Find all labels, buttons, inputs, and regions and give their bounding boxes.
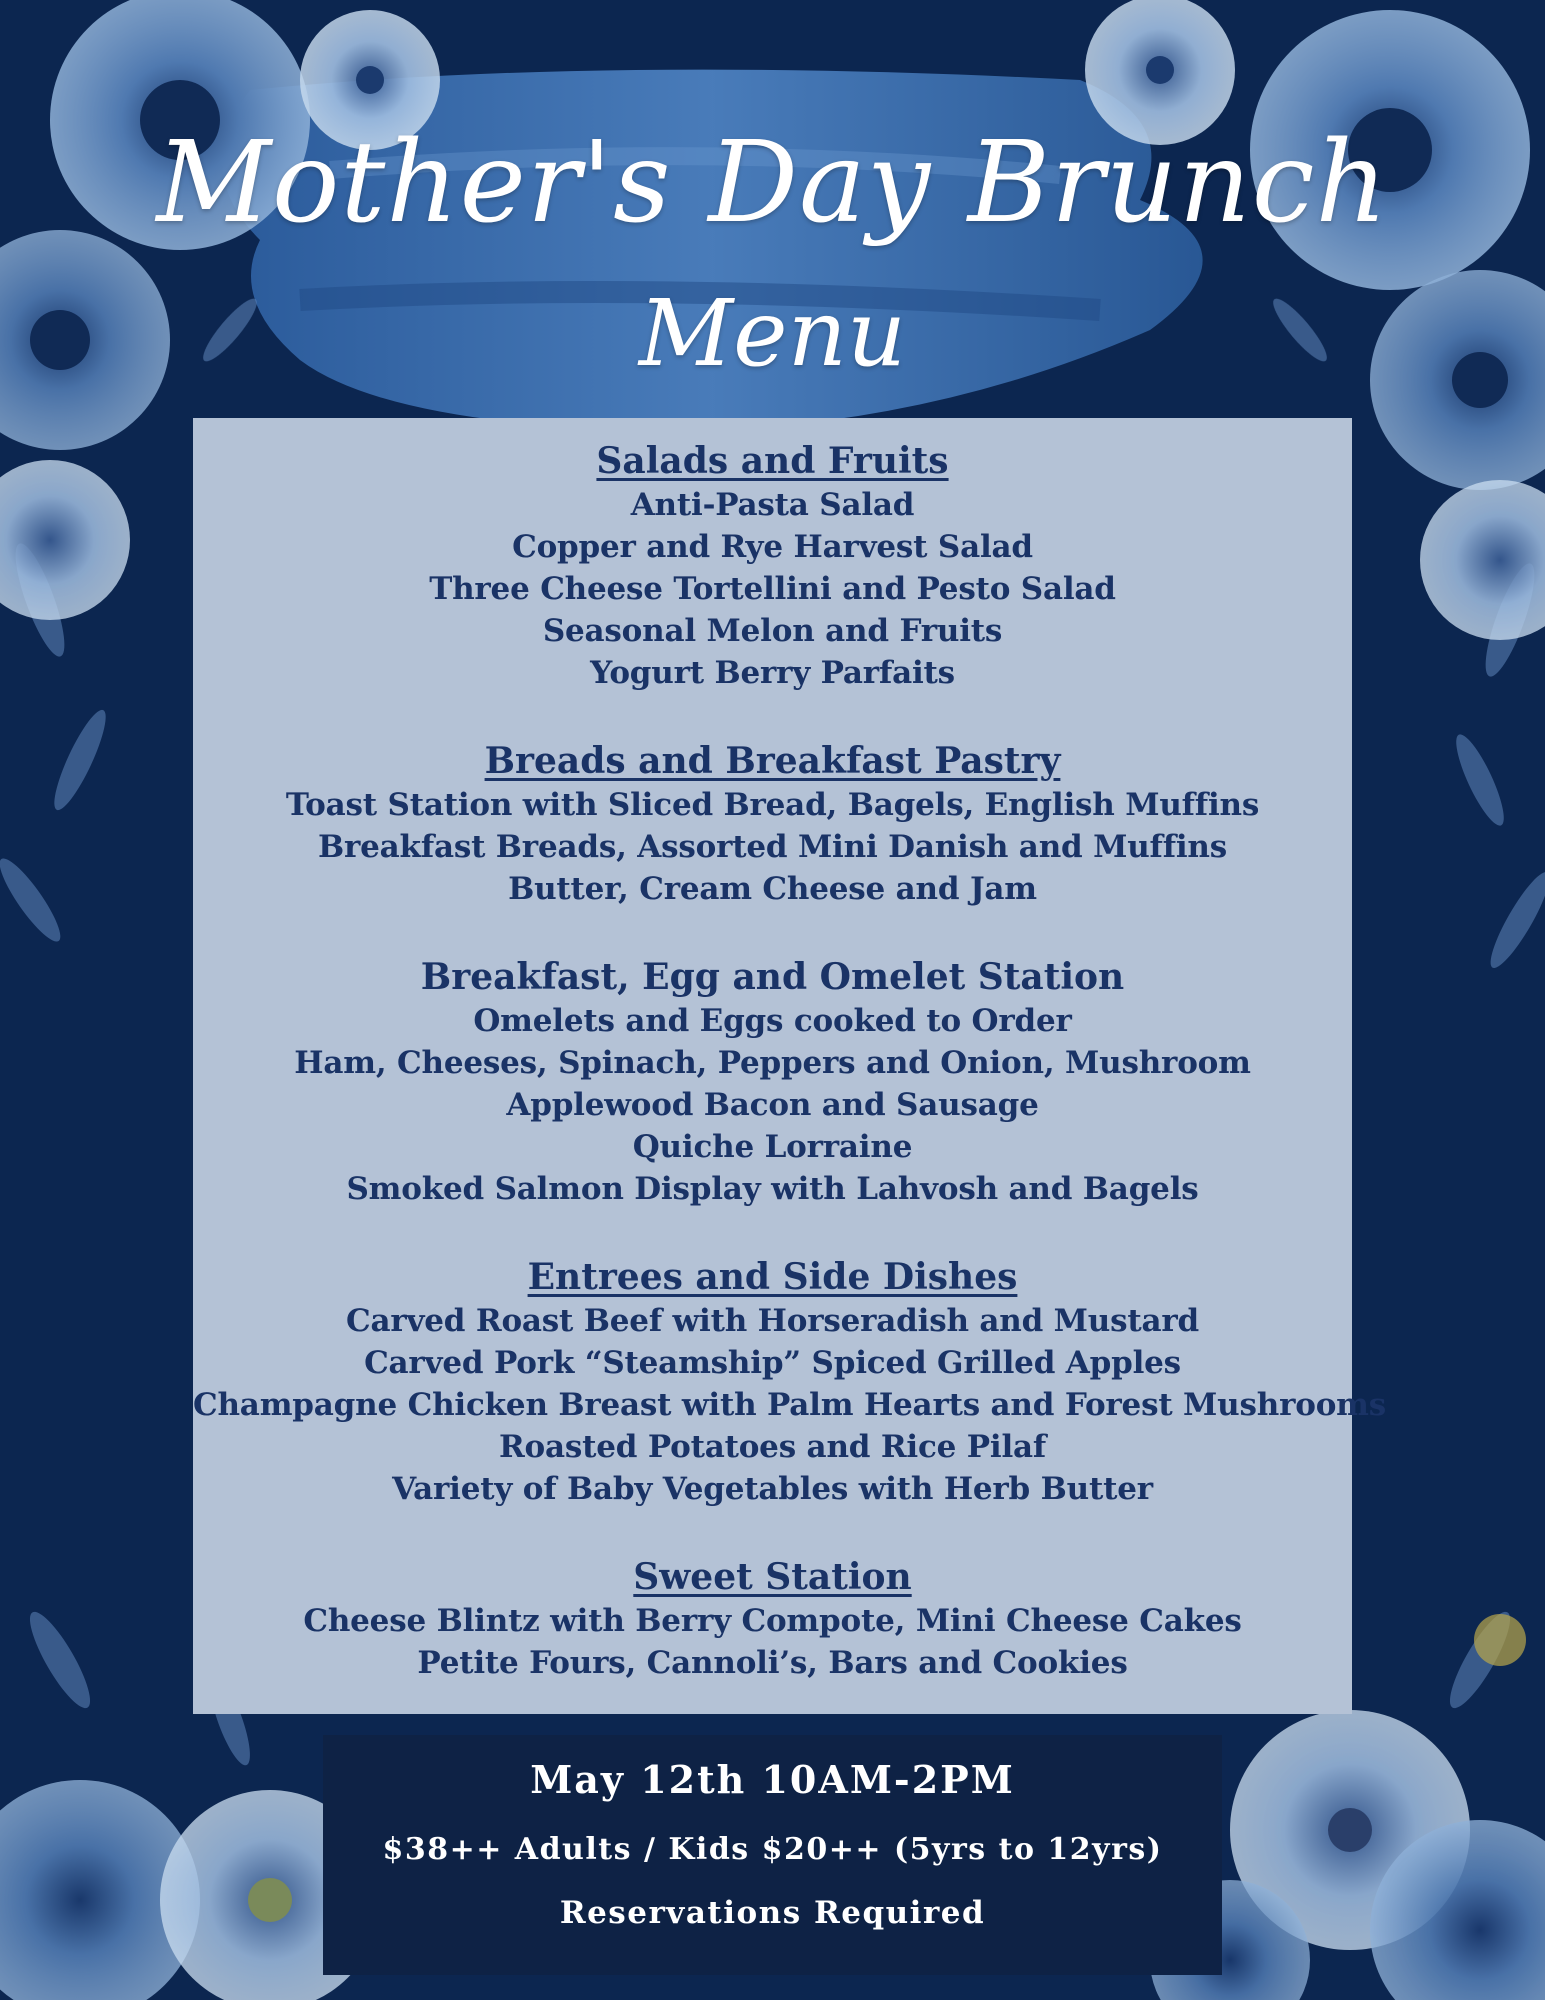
section-title: Breakfast, Egg and Omelet Station xyxy=(420,956,1125,998)
menu-item: Variety of Baby Vegetables with Herb Butter xyxy=(392,1471,1153,1507)
event-date-time: May 12th 10AM-2PM xyxy=(530,1757,1015,1802)
page-title: Mother's Day Brunch xyxy=(156,118,1389,248)
menu-item: Butter, Cream Cheese and Jam xyxy=(508,871,1037,907)
menu-section-salads xyxy=(193,438,1352,694)
event-pricing: $38++ Adults / Kids $20++ (5yrs to 12yrs) xyxy=(382,1832,1163,1867)
menu-item: Quiche Lorraine xyxy=(632,1129,913,1165)
section-title: Salads and Fruits xyxy=(596,440,949,482)
menu-section-omelet-station xyxy=(193,954,1352,1210)
menu-item: Carved Pork “Steamship” Spiced Grilled Apples xyxy=(364,1345,1181,1381)
menu-item: Toast Station with Sliced Bread, Bagels, English Muffins xyxy=(285,787,1260,823)
menu-item: Carved Roast Beef with Horseradish and Mustard xyxy=(345,1303,1200,1339)
menu-item: Champagne Chicken Breast with Palm Hearts and Forest Mushrooms xyxy=(193,1387,1387,1423)
menu-list xyxy=(193,438,1387,1728)
event-info-box xyxy=(323,1735,1222,1975)
menu-item: Seasonal Melon and Fruits xyxy=(542,613,1003,649)
menu-item: Petite Fours, Cannoli’s, Bars and Cookies xyxy=(417,1645,1128,1681)
section-title: Entrees and Side Dishes xyxy=(527,1256,1018,1298)
section-title: Sweet Station xyxy=(633,1556,912,1598)
menu-item: Anti-Pasta Salad xyxy=(630,487,915,523)
menu-panel xyxy=(193,418,1387,1714)
page-subtitle: Menu xyxy=(638,280,907,387)
reservation-note: Reservations Required xyxy=(559,1895,986,1931)
menu-item: Roasted Potatoes and Rice Pilaf xyxy=(498,1429,1047,1465)
menu-item: Applewood Bacon and Sausage xyxy=(506,1087,1039,1123)
menu-item: Breakfast Breads, Assorted Mini Danish and Muffins xyxy=(318,829,1227,865)
section-title: Breads and Breakfast Pastry xyxy=(484,740,1061,782)
menu-item: Copper and Rye Harvest Salad xyxy=(512,529,1033,565)
menu-item: Omelets and Eggs cooked to Order xyxy=(473,1003,1072,1039)
menu-section-entrees xyxy=(193,1254,1387,1510)
menu-item: Ham, Cheeses, Spinach, Peppers and Onion, Mushroom xyxy=(294,1045,1251,1081)
menu-item: Yogurt Berry Parfaits xyxy=(590,655,955,691)
menu-item: Cheese Blintz with Berry Compote, Mini Cheese Cakes xyxy=(303,1603,1242,1639)
menu-item: Three Cheese Tortellini and Pesto Salad xyxy=(429,571,1116,607)
menu-section-breads xyxy=(193,738,1352,910)
menu-section-sweets xyxy=(193,1554,1352,1684)
menu-item: Smoked Salmon Display with Lahvosh and Bagels xyxy=(346,1171,1199,1207)
